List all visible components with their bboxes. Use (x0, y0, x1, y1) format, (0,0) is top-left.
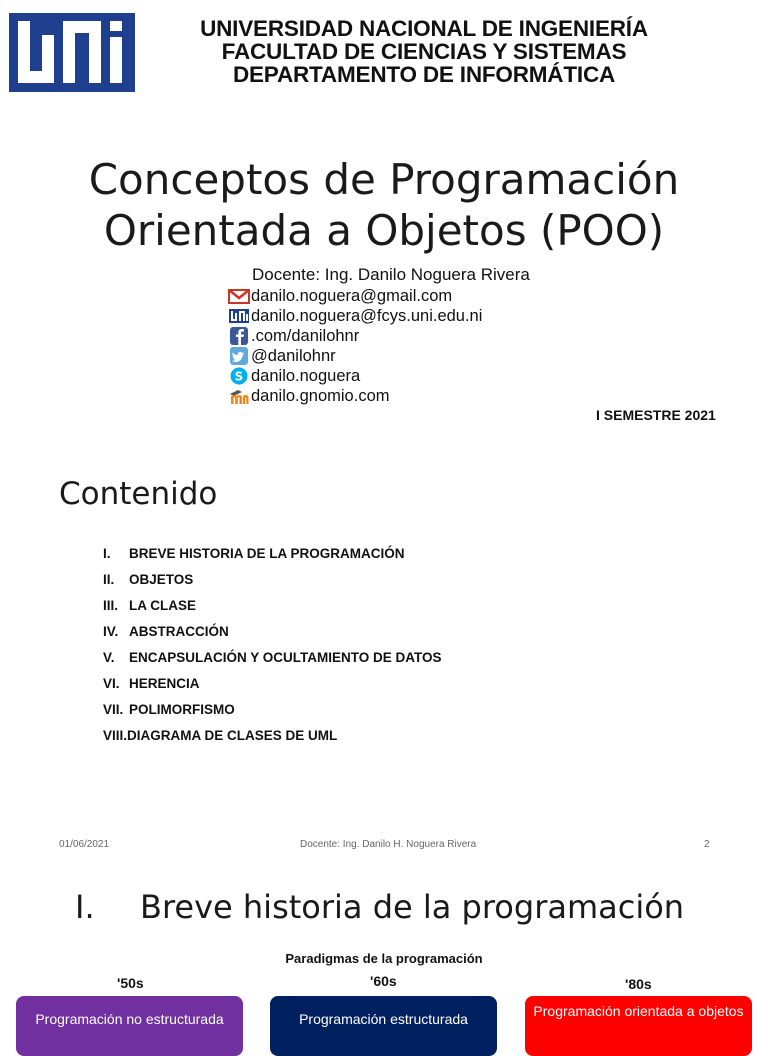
contact-text: danilo.noguera@gmail.com (251, 286, 453, 305)
list-item-label: HERENCIA (129, 675, 200, 691)
cover-title-line2: Orientada a Objetos (POO) (103, 206, 665, 255)
list-item-number: VI. (103, 675, 120, 691)
list-item-label: LA CLASE (129, 597, 196, 613)
list-item-number: VIII. (103, 727, 128, 743)
list-item-number: II. (103, 571, 115, 587)
decade-label: '50s (117, 975, 144, 991)
contact-item (228, 386, 482, 406)
gmail-icon (228, 287, 250, 305)
facebook-icon (228, 327, 250, 345)
cover-title (0, 154, 768, 256)
list-item (103, 670, 442, 696)
list-item-number: V. (103, 649, 115, 665)
uni-logo (9, 13, 135, 92)
paradigm-label: Programación estructurada (299, 1011, 468, 1027)
list-item-number: IV. (103, 623, 119, 639)
faculty-name: FACULTAD DE CIENCIAS Y SISTEMAS (221, 39, 627, 64)
twitter-icon (228, 347, 250, 365)
decade-label: '60s (370, 973, 397, 989)
decade-label: '80s (625, 976, 652, 992)
list-item (103, 592, 442, 618)
paradigms-subtitle: Paradigmas de la programación (285, 951, 483, 966)
contact-text: danilo.noguera (251, 366, 361, 385)
list-item-number: III. (103, 597, 119, 613)
footer-author: Docente: Ing. Danilo H. Noguera Rivera (300, 839, 477, 850)
contact-text: danilo.gnomio.com (251, 386, 390, 405)
paradigm-box (525, 996, 752, 1056)
list-item-label: ENCAPSULACIÓN Y OCULTAMIENTO DE DATOS (129, 649, 442, 665)
uni-icon (228, 307, 250, 325)
list-item-number: I. (103, 545, 111, 561)
list-item-label: BREVE HISTORIA DE LA PROGRAMACIÓN (129, 545, 405, 561)
section-numeral: I. (75, 888, 95, 926)
list-item-label: ABSTRACCIÓN (129, 623, 229, 639)
contact-item (228, 326, 482, 346)
contact-list (228, 286, 482, 406)
department-name: DEPARTAMENTO DE INFORMÁTICA (232, 62, 616, 87)
paradigm-label: Programación orientada a objetos (533, 1003, 744, 1019)
list-item (103, 722, 442, 748)
contact-item (228, 306, 482, 326)
section-title: Breve historia de la programación (140, 888, 685, 926)
contact-item (228, 286, 482, 306)
list-item-label: DIAGRAMA DE CLASES DE UML (127, 727, 338, 743)
university-name: UNIVERSIDAD NACIONAL DE INGENIERÍA (200, 16, 648, 41)
list-item (103, 644, 442, 670)
semester-label: I SEMESTRE 2021 (596, 407, 716, 423)
contact-text: danilo.noguera@fcys.uni.edu.ni (251, 306, 483, 325)
list-item (103, 540, 442, 566)
contact-text: .com/danilohnr (251, 326, 360, 345)
paradigm-box (16, 996, 243, 1056)
contact-item (228, 346, 482, 366)
contact-item (228, 366, 482, 386)
list-item (103, 618, 442, 644)
paradigm-box (270, 996, 497, 1056)
institution-header (150, 17, 698, 86)
paradigm-label: Programación no estructurada (35, 1011, 224, 1027)
list-item-label: OBJETOS (129, 571, 194, 587)
teacher-name: Docente: Ing. Danilo Noguera Rivera (252, 265, 530, 284)
contact-text: @danilohnr (251, 346, 336, 365)
skype-icon (228, 367, 250, 385)
contents-title: Contenido (59, 476, 218, 512)
moodle-icon (228, 387, 250, 405)
list-item-label: POLIMORFISMO (129, 701, 235, 717)
footer-date: 01/06/2021 (59, 839, 110, 850)
list-item (103, 696, 442, 722)
list-item-number: VII. (103, 701, 124, 717)
cover-title-line1: Conceptos de Programación (88, 155, 680, 204)
contents-list (103, 540, 442, 748)
footer-page-number: 2 (704, 839, 710, 850)
svg-text:S: S (234, 369, 244, 384)
list-item (103, 566, 442, 592)
